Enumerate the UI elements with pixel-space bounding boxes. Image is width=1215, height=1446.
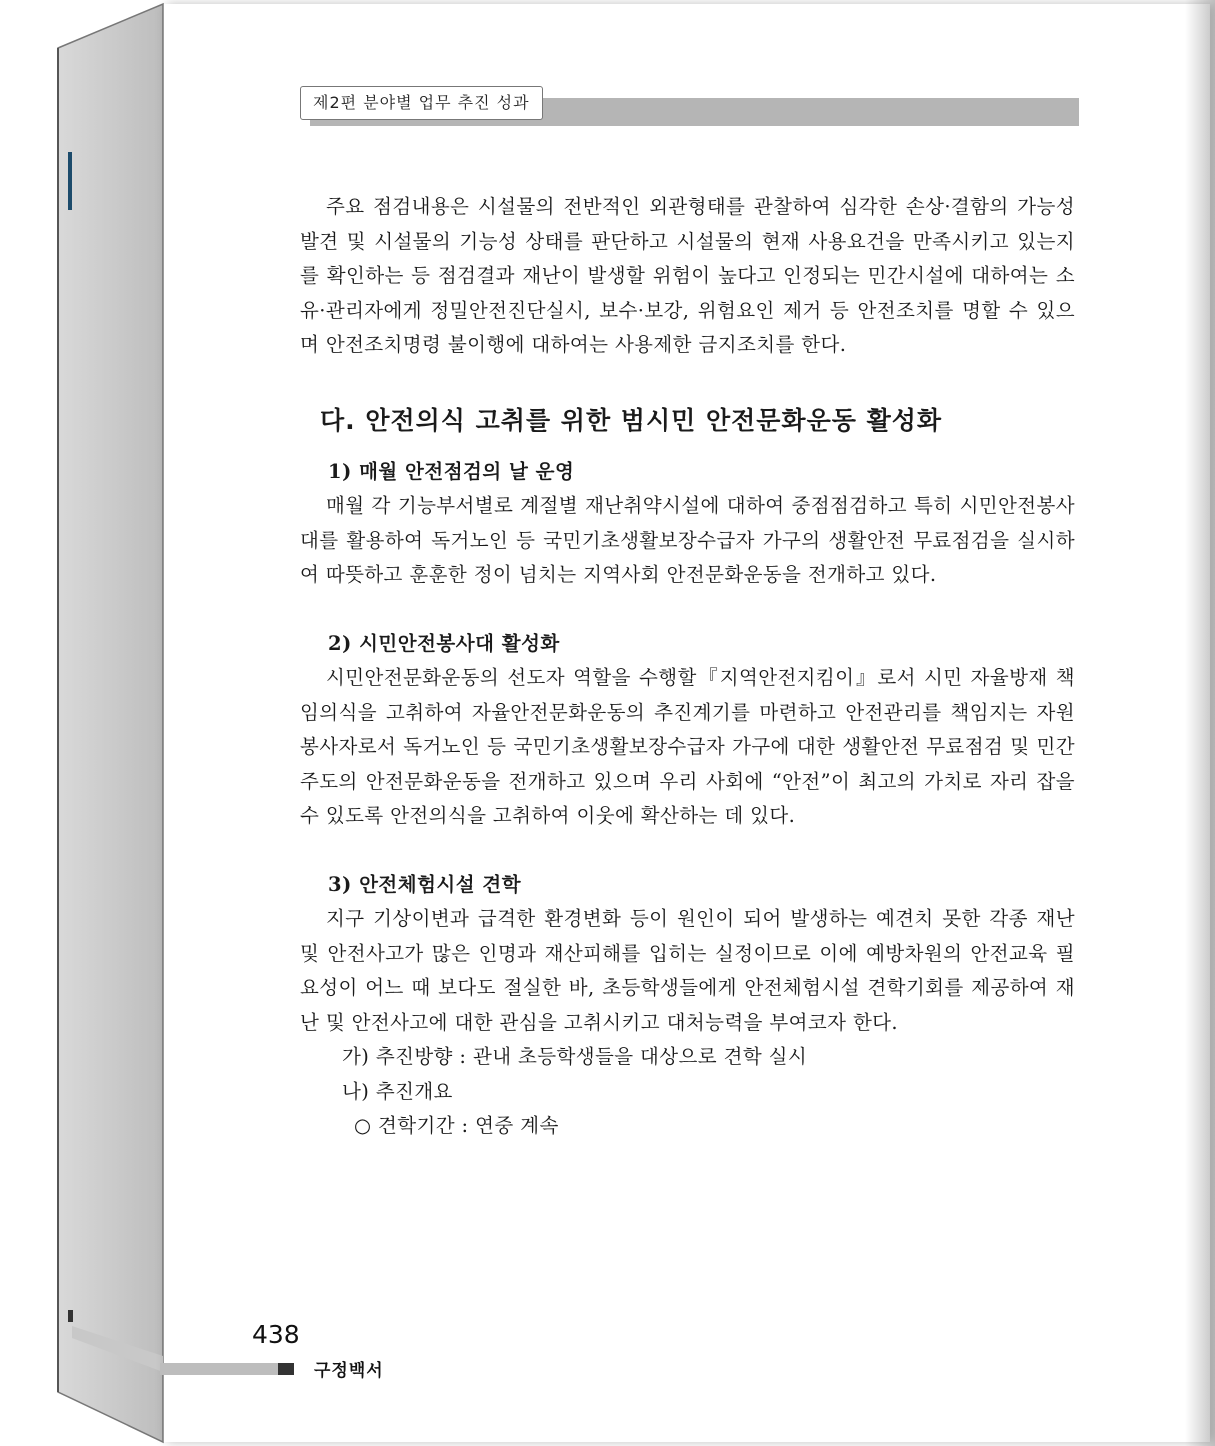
subsection-title: 1) 매월 안전점검의 날 운영 — [328, 459, 575, 483]
subsection-body: 지구 기상이변과 급격한 환경변화 등이 원인이 되어 발생하는 예견치 못한 각종 재난 및 안전사고가 많은 인명과 재산피해를 입히는 실정이므로 이에 예방차원의 안전교육 필요성이 어느 때 보다도 절실한 바, 초등학생들에게 안전체험시설 견학기회를 제공하여 재난 및 안전사고에 대한 관심을 고취시키고 대처능력을 부여코자 한다. — [300, 907, 1075, 1034]
footer-marker — [278, 1363, 294, 1375]
chapter-header-tab: 제2편 분야별 업무 추진 성과 — [300, 86, 543, 120]
page-number: 438 — [252, 1320, 300, 1349]
subsection-title: 2) 시민안전봉사대 활성화 — [328, 631, 560, 655]
page-edge-shadow — [1185, 0, 1215, 1446]
page-content — [300, 190, 1075, 1144]
footer-bar — [160, 1363, 280, 1375]
intro-paragraph: 주요 점검내용은 시설물의 전반적인 외관형태를 관찰하여 심각한 손상·결함의 가능성 발견 및 시설물의 기능성 상태를 판단하고 시설물의 현재 사용요건을 만족시키고 있는지를 확인하는 등 점검결과 재난이 발생할 위험이 높다고 인정되는 민간시설에 대하여는 소유·관리자에게 정밀안전진단실시, 보수·보강, 위험요인 제거 등 안전조치를 명할 수 있으며 안전조치명령 불이행에 대하여는 사용제한 금지조치를 한다. — [300, 195, 1075, 356]
section-title: 다. 안전의식 고취를 위한 범시민 안전문화운동 활성화 — [320, 405, 943, 435]
subsection-body: 시민안전문화운동의 선도자 역할을 수행할『지역안전지킴이』로서 시민 자율방재 책임의식을 고취하여 자율안전문화운동의 추진계기를 마련하고 안전관리를 책임지는 자원봉사자로서 독거노인 등 국민기초생활보장수급자 가구에 대한 생활안전 무료점검 및 민간주도의 안전문화운동을 전개하고 있으며 우리 사회에 “안전”이 최고의 가치로 자리 잡을 수 있도록 안전의식을 고취하여 이웃에 확산하는 데 있다. — [300, 666, 1075, 827]
subsection-title: 3) 안전체험시설 견학 — [328, 872, 522, 896]
subsection-body: 매월 각 기능부서별로 계절별 재난취약시설에 대하여 중점점검하고 특히 시민안전봉사대를 활용하여 독거노인 등 국민기초생활보장수급자 가구의 생활안전 무료점검을 실시하여 따뜻하고 훈훈한 정이 넘치는 지역사회 안전문화운동을 전개하고 있다. — [300, 494, 1075, 586]
list-item: 나) 추진개요 — [342, 1079, 453, 1103]
book-title: 구정백서 — [314, 1361, 384, 1381]
list-item: 가) 추진방향 : 관내 초등학생들을 대상으로 견학 실시 — [342, 1045, 808, 1068]
list-item: ○ 견학기간 : 연중 계속 — [354, 1114, 559, 1137]
